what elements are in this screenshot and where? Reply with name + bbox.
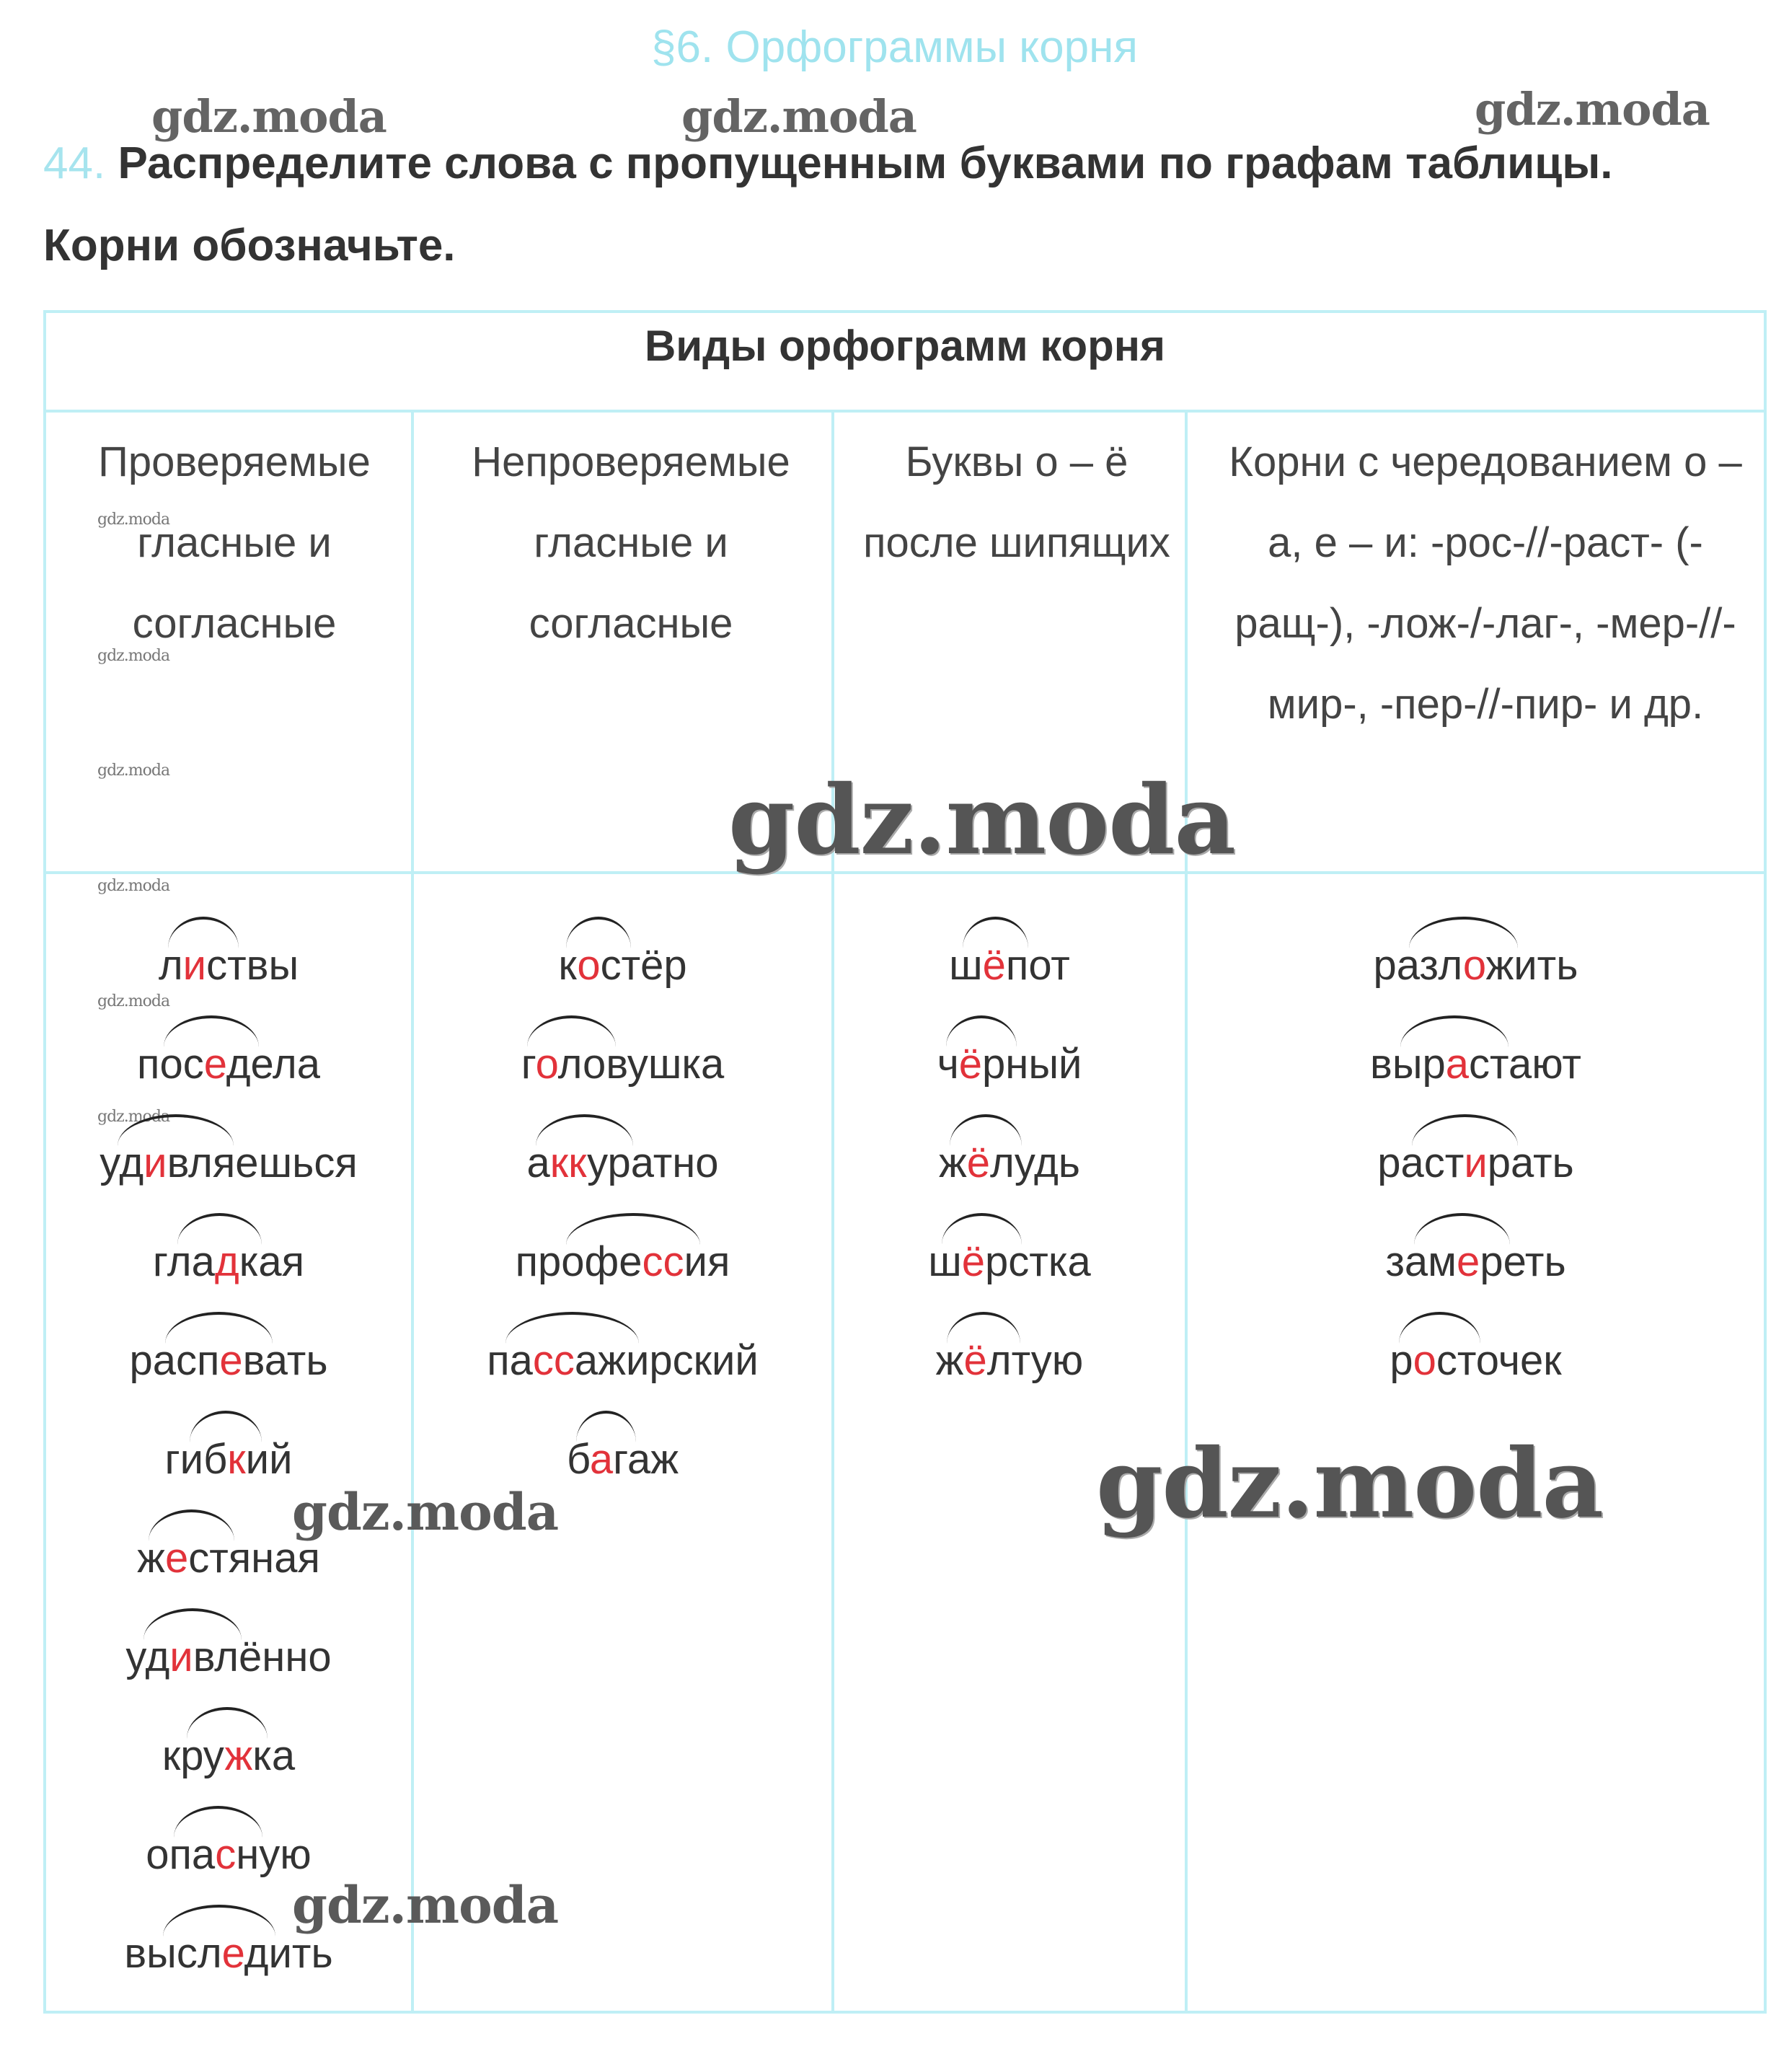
word-text xyxy=(937,1040,1082,1088)
word-part: уратно xyxy=(587,1139,719,1186)
word-part: вать xyxy=(242,1337,328,1384)
root-arc-icon xyxy=(1400,1015,1508,1047)
word-part: кру xyxy=(162,1732,225,1779)
root-arc-icon xyxy=(1412,1114,1517,1146)
word-part: пот xyxy=(1005,942,1070,989)
root-arc-icon xyxy=(963,917,1028,948)
watermark: gdz.moda xyxy=(1475,83,1710,136)
header-o-yo: Буквы о – ё после шипящих xyxy=(863,438,1170,566)
watermark: gdz.moda xyxy=(97,992,170,1010)
word-item xyxy=(834,1212,1185,1311)
missing-letter: и xyxy=(143,1139,167,1186)
word-item xyxy=(46,1608,411,1706)
word-part: раст xyxy=(1377,1139,1465,1186)
watermark: gdz.moda xyxy=(97,1108,170,1126)
word-text xyxy=(1374,941,1578,989)
root-arc-icon xyxy=(566,917,631,948)
missing-letter: и xyxy=(169,1634,193,1680)
root-arc-icon xyxy=(165,1312,272,1344)
word-part: а xyxy=(526,1139,550,1186)
header-alternation: Корни с чередованием о – а, е – и: -рос-//-раст- (-ращ-), -лож-/-лаг-, -мер-//-мир-, -пер-//-пир- и др. xyxy=(1229,438,1742,728)
word-part: реть xyxy=(1480,1238,1566,1285)
missing-letter: ё xyxy=(961,1238,986,1285)
root-arc-icon xyxy=(143,1608,242,1640)
watermark: gdz.moda xyxy=(681,90,916,143)
root-arc-icon xyxy=(1399,1312,1480,1344)
missing-letter: ё xyxy=(958,1041,983,1088)
root-arc-icon xyxy=(190,1411,262,1442)
word-text xyxy=(567,1435,679,1484)
word-item xyxy=(414,1311,831,1410)
word-text xyxy=(129,1336,327,1385)
word-part: б xyxy=(566,1436,590,1483)
root-arc-icon xyxy=(950,1114,1021,1146)
word-item xyxy=(1188,916,1764,1015)
word-part: рный xyxy=(982,1041,1082,1088)
word-part: лудь xyxy=(990,1139,1081,1186)
missing-letter: и xyxy=(182,942,207,989)
word-text xyxy=(159,941,299,989)
word-item xyxy=(1188,1212,1764,1311)
root-arc-icon xyxy=(536,1114,633,1146)
word-part: сточек xyxy=(1436,1337,1562,1384)
word-part: гиб xyxy=(164,1436,228,1483)
column-alternation xyxy=(1188,916,1764,1410)
root-arc-icon xyxy=(1409,917,1518,948)
header-checked: Проверяемые гласные и согласные xyxy=(98,438,371,647)
word-part: стяная xyxy=(188,1535,320,1582)
word-text xyxy=(124,1929,332,1978)
watermark: gdz.moda xyxy=(97,511,170,529)
word-text xyxy=(487,1336,759,1385)
word-item xyxy=(46,1114,411,1212)
word-part: рать xyxy=(1487,1139,1574,1186)
word-text xyxy=(939,1139,1080,1187)
word-part: дить xyxy=(244,1930,333,1977)
header-unchecked: Непроверяемые гласные и согласные xyxy=(472,438,790,647)
missing-letter: к xyxy=(227,1436,246,1483)
root-arc-icon xyxy=(1414,1213,1510,1245)
word-item xyxy=(1188,1015,1764,1114)
missing-letter: а xyxy=(1445,1041,1470,1088)
word-part: лтую xyxy=(986,1337,1084,1384)
word-part: уд xyxy=(125,1634,170,1680)
word-part: профе xyxy=(515,1238,642,1285)
missing-letter: е xyxy=(219,1337,243,1384)
word-text xyxy=(516,1238,730,1286)
root-arc-icon xyxy=(149,1509,234,1541)
missing-letter: сс xyxy=(642,1238,684,1285)
missing-letter: ё xyxy=(982,942,1006,989)
word-part: ж xyxy=(938,1139,967,1186)
missing-letter: е xyxy=(1457,1238,1480,1285)
missing-letter: с xyxy=(215,1831,237,1878)
word-item xyxy=(834,916,1185,1015)
word-item xyxy=(834,1015,1185,1114)
missing-letter: ё xyxy=(966,1139,991,1186)
root-arc-icon xyxy=(163,1905,275,1936)
word-part: г xyxy=(521,1041,536,1088)
watermark: gdz.moda xyxy=(1096,1428,1604,1540)
word-part: р xyxy=(1390,1337,1413,1384)
missing-letter: сс xyxy=(532,1337,575,1384)
word-part: ажирский xyxy=(574,1337,759,1384)
missing-letter: о xyxy=(1462,942,1486,989)
word-item xyxy=(46,1212,411,1311)
missing-letter: и xyxy=(1464,1139,1488,1186)
section-title: §6. Орфограммы корня xyxy=(651,22,1138,72)
word-part: ш xyxy=(949,942,983,989)
root-arc-icon xyxy=(168,917,239,948)
missing-letter: о xyxy=(535,1041,558,1088)
word-text xyxy=(146,1830,311,1879)
root-arc-icon xyxy=(527,1015,617,1047)
word-part: влённо xyxy=(193,1634,332,1680)
word-item xyxy=(834,1311,1185,1410)
missing-letter: д xyxy=(214,1238,239,1285)
word-part: ловушка xyxy=(557,1041,725,1088)
word-part: па xyxy=(487,1337,533,1384)
word-part: рстка xyxy=(985,1238,1091,1285)
root-arc-icon xyxy=(946,1015,1017,1047)
table-caption: Виды орфограмм корня xyxy=(644,322,1166,370)
watermark: gdz.moda xyxy=(292,1482,559,1542)
word-text xyxy=(1385,1238,1565,1286)
missing-letter: о xyxy=(1413,1337,1436,1384)
root-arc-icon xyxy=(576,1411,636,1442)
word-part: ч xyxy=(937,1041,959,1088)
column-o-yo xyxy=(834,916,1185,1410)
missing-letter: е xyxy=(203,1041,226,1088)
column-checked xyxy=(46,916,411,2003)
word-text xyxy=(558,941,686,989)
word-text xyxy=(1377,1139,1574,1187)
word-text xyxy=(165,1435,293,1484)
word-part: кая xyxy=(239,1238,305,1285)
word-part: вляешься xyxy=(167,1139,358,1186)
word-text xyxy=(521,1040,725,1088)
word-text xyxy=(137,1040,320,1088)
word-part: уд xyxy=(100,1139,144,1186)
word-part: стёр xyxy=(600,942,687,989)
missing-letter: е xyxy=(221,1930,244,1977)
root-arc-icon xyxy=(942,1213,1022,1245)
word-part: л xyxy=(158,942,183,989)
word-item xyxy=(414,1212,831,1311)
word-item xyxy=(46,1015,411,1114)
task-text xyxy=(43,123,1759,287)
watermark: gdz.moda xyxy=(97,647,170,665)
root-arc-icon xyxy=(566,1213,700,1245)
word-text xyxy=(949,941,1070,989)
missing-letter: кк xyxy=(549,1139,588,1186)
watermark: gdz.moda xyxy=(97,877,170,895)
word-item xyxy=(414,1015,831,1114)
task-number: 44. xyxy=(43,138,106,188)
missing-letter: ж xyxy=(224,1732,253,1779)
missing-letter: е xyxy=(164,1535,189,1582)
word-part: пос xyxy=(137,1041,204,1088)
word-part: ж xyxy=(935,1337,964,1384)
word-item xyxy=(414,916,831,1015)
word-text xyxy=(936,1336,1084,1385)
missing-letter: о xyxy=(577,942,601,989)
word-text xyxy=(125,1633,331,1681)
word-part: ж xyxy=(137,1535,165,1582)
root-arc-icon xyxy=(164,1015,259,1047)
root-arc-icon xyxy=(187,1707,267,1739)
word-item xyxy=(1188,1311,1764,1410)
word-part: ную xyxy=(236,1831,312,1878)
word-text xyxy=(1390,1336,1561,1385)
column-unchecked xyxy=(414,916,831,1509)
root-arc-icon xyxy=(505,1312,639,1344)
table-divider xyxy=(43,410,1767,413)
word-part: дела xyxy=(226,1041,320,1088)
word-text xyxy=(928,1238,1091,1286)
word-part: расп xyxy=(129,1337,220,1384)
word-text xyxy=(100,1139,357,1187)
word-part: гаж xyxy=(613,1436,679,1483)
word-part: выр xyxy=(1370,1041,1446,1088)
word-item xyxy=(46,1706,411,1805)
word-part: зам xyxy=(1385,1238,1457,1285)
task-instruction: Распределите слова с пропущенным буквами по графам таблицы. Корни обозначьте. xyxy=(43,138,1613,270)
watermark: gdz.moda xyxy=(151,90,386,143)
word-part: ш xyxy=(928,1238,962,1285)
word-item xyxy=(834,1114,1185,1212)
word-part: стают xyxy=(1469,1041,1581,1088)
root-arc-icon xyxy=(174,1806,262,1838)
word-text xyxy=(153,1238,304,1286)
root-arc-icon xyxy=(177,1213,262,1245)
watermark: gdz.moda xyxy=(97,762,170,780)
watermark: gdz.moda xyxy=(292,1875,559,1935)
word-text xyxy=(162,1732,295,1780)
word-part: ствы xyxy=(206,942,299,989)
word-part: жить xyxy=(1485,942,1578,989)
word-item xyxy=(1188,1114,1764,1212)
word-item xyxy=(46,916,411,1015)
word-text xyxy=(1370,1040,1581,1088)
root-arc-icon xyxy=(118,1114,234,1146)
word-item xyxy=(414,1114,831,1212)
word-part: разл xyxy=(1373,942,1463,989)
word-part: опа xyxy=(146,1831,216,1878)
word-part: высл xyxy=(124,1930,222,1977)
word-part: ка xyxy=(252,1732,296,1779)
word-text xyxy=(526,1139,718,1187)
word-part: к xyxy=(558,942,578,989)
root-arc-icon xyxy=(947,1312,1020,1344)
word-part: ия xyxy=(684,1238,730,1285)
missing-letter: а xyxy=(589,1436,614,1483)
word-item xyxy=(46,1311,411,1410)
missing-letter: ё xyxy=(963,1337,987,1384)
word-part: гла xyxy=(152,1238,215,1285)
watermark: gdz.moda xyxy=(728,764,1236,876)
word-part: ий xyxy=(245,1436,293,1483)
